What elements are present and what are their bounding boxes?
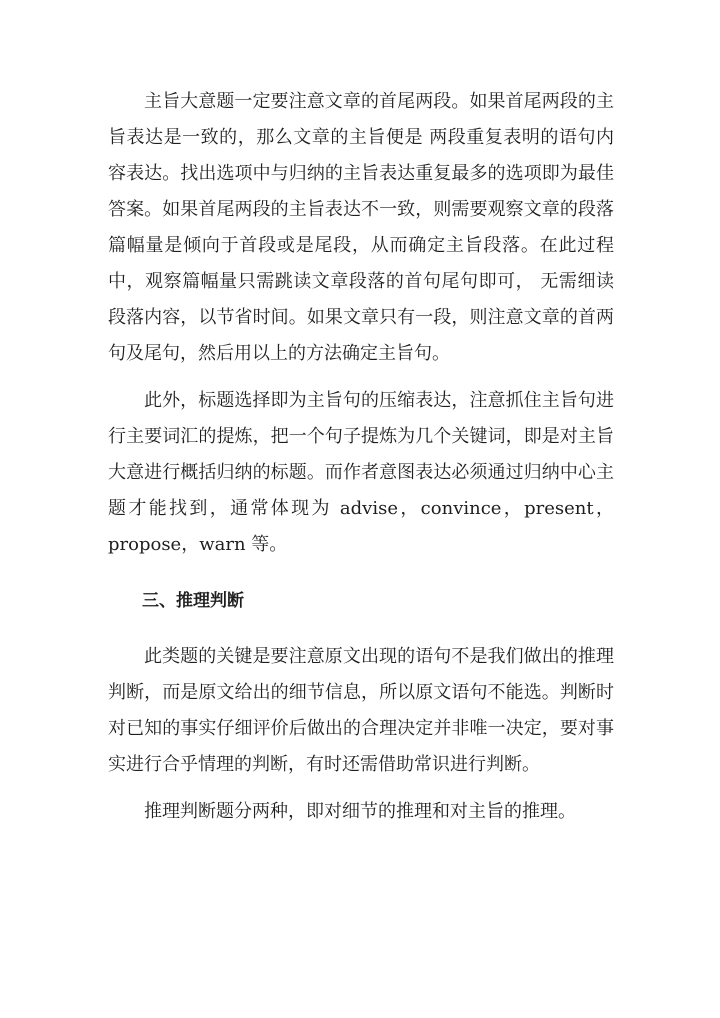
section-heading: 三、推理判断 bbox=[142, 591, 244, 611]
paragraph-inference-types: 推理判断题分两种，即对细节的推理和对主旨的推理。 bbox=[144, 801, 576, 822]
paragraph-main-idea: 主旨大意题一定要注意文章的首尾两段。如果首尾两段的主旨表达是一致的，那么文章的主旨便是 两段重复表明的语句内容表达。找出选项中与归纳的主旨表达重复最多的选项即为最佳答案。如果首尾两段的主旨表达不一致，则需要观察文章的段落篇幅量是倾向于首段或是尾段，从而确定主旨段落。在此过程中，观察篇幅量只需跳读文章段落的首句尾句即可， 无需细读段落内容，以节省时间。如果文章只有一段，则注意文章的首两句及尾句，然后用以上的方法确定主旨句。 bbox=[108, 91, 614, 364]
document-page bbox=[108, 84, 614, 841]
paragraph-title-selection: 此外，标题选择即为主旨句的压缩表达，注意抓住主旨句进行主要词汇的提炼，把一个句子提炼为几个关键词，即是对主旨大意进行概括归纳的标题。而作者意图表达必须通过归纳中心主题才能找到，通常体现为 advise，convince，present，propose，warn 等。 bbox=[108, 390, 614, 555]
paragraph-inference-key: 此类题的关键是要注意原文出现的语句不是我们做出的推理判断，而是原文给出的细节信息，所以原文语句不能选。判断时对已知的事实仔细评价后做出的合理决定并非唯一决定，要对事实进行合乎情理的判断，有时还需借助常识进行判断。 bbox=[108, 646, 614, 775]
